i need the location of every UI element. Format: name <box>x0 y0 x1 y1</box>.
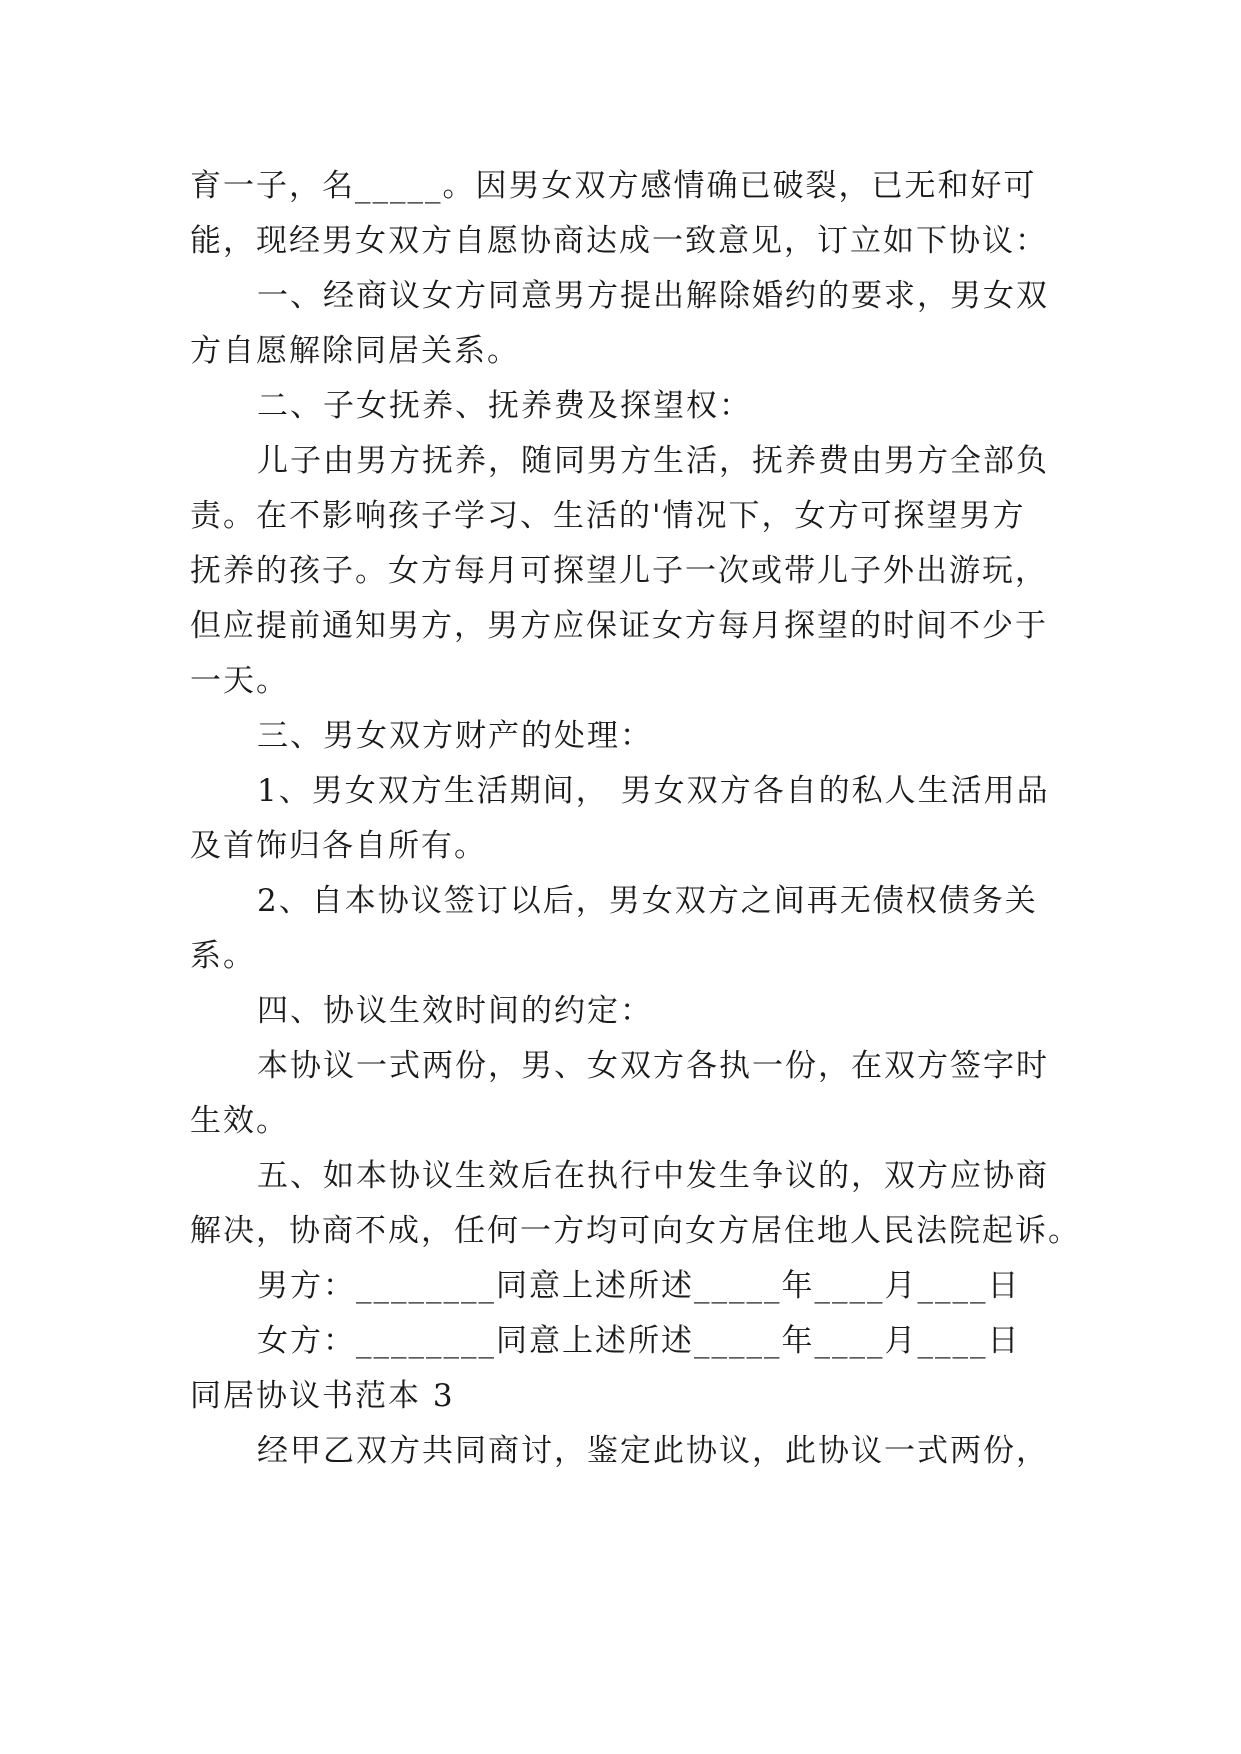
clause-5-line: 五、如本协议生效后在执行中发生争议的，双方应协商 <box>257 1158 1049 1194</box>
clause-1-line: 一、经商议女方同意男方提出解除婚约的要求，男女双 <box>257 278 1049 314</box>
clause-4-line: 生效。 <box>190 1103 289 1139</box>
clause-5-line: 解决，协商不成，任何一方均可向女方居住地人民法院起诉。 <box>190 1213 1081 1249</box>
clause-3-item-1: 及首饰归各自所有。 <box>190 828 487 864</box>
clause-4-line: 本协议一式两份，男、女双方各执一份，在双方签字时 <box>257 1048 1049 1084</box>
paragraph-line: 能，现经男女双方自愿协商达成一致意见，订立如下协议： <box>190 223 1048 259</box>
clause-3-heading: 三、男女双方财产的处理： <box>257 718 653 754</box>
clause-2-line: 儿子由男方抚养，随同男方生活，抚养费由男方全部负 <box>257 443 1049 479</box>
clause-4-heading: 四、协议生效时间的约定： <box>257 993 653 1029</box>
clause-2-line: 责。在不影响孩子学习、生活的'情况下，女方可探望男方 <box>190 498 1026 534</box>
clause-2-heading: 二、子女抚养、抚养费及探望权： <box>257 388 752 424</box>
female-signature-line: 女方：________同意上述所述_____年____月____日 <box>257 1323 1021 1359</box>
clause-2-line: 抚养的孩子。女方每月可探望儿子一次或带儿子外出游玩， <box>190 553 1048 589</box>
section-title: 同居协议书范本 3 <box>190 1378 455 1414</box>
paragraph-line: 经甲乙双方共同商讨，鉴定此协议，此协议一式两份， <box>257 1433 1049 1469</box>
clause-2-line: 一天。 <box>190 663 289 699</box>
clause-1-line: 方自愿解除同居关系。 <box>190 333 520 369</box>
clause-3-item-2: 系。 <box>190 938 256 974</box>
male-signature-line: 男方：________同意上述所述_____年____月____日 <box>257 1268 1021 1304</box>
clause-3-item-1: 1、男女双方生活期间， 男女双方各自的私人生活用品 <box>257 773 1050 809</box>
clause-3-item-2: 2、自本协议签订以后，男女双方之间再无债权债务关 <box>257 883 1038 919</box>
paragraph-line: 育一子，名_____。因男女双方感情确已破裂，已无和好可 <box>190 168 1037 204</box>
clause-2-line: 但应提前通知男方，男方应保证女方每月探望的时间不少于 <box>190 608 1048 644</box>
